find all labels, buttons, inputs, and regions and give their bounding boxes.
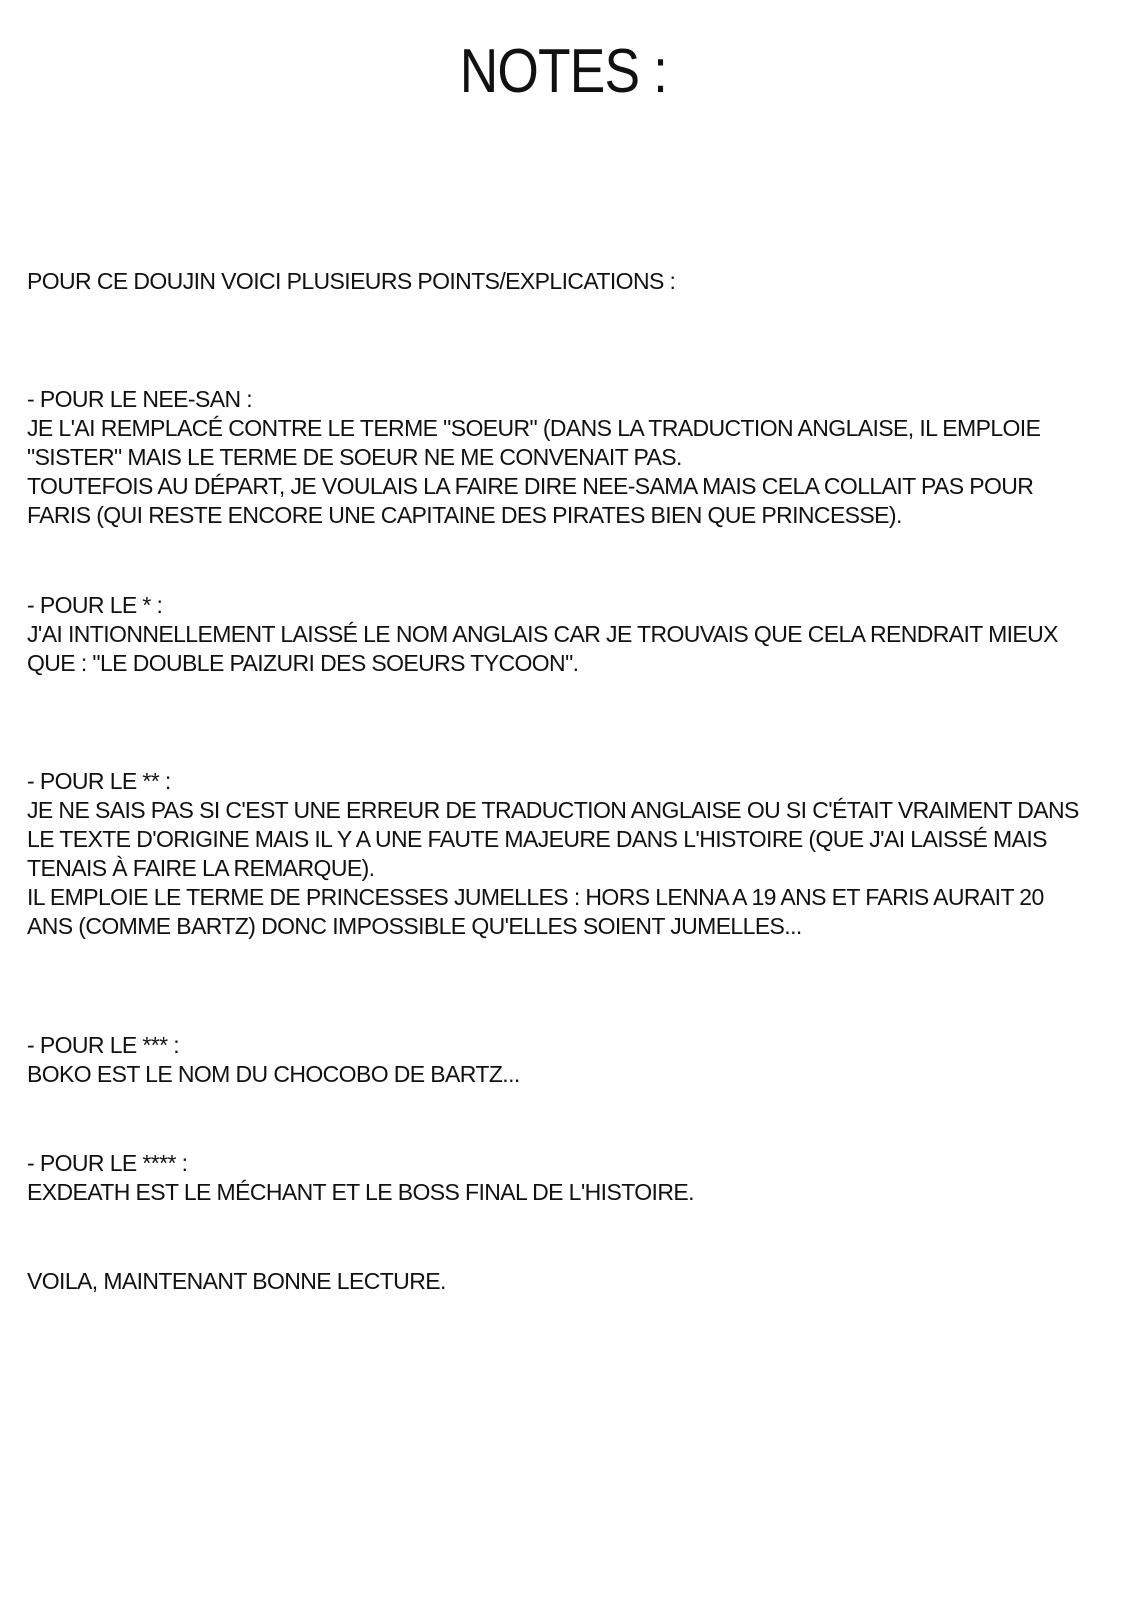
closing-line: VOILA, MAINTENANT BONNE LECTURE. xyxy=(27,1268,446,1294)
section-heading-star-3: - POUR LE *** : xyxy=(27,1032,180,1058)
section-line: BOKO EST LE NOM DU CHOCOBO DE BARTZ... xyxy=(27,1061,520,1087)
section-line: "SISTER" MAIS LE TERME DE SOEUR NE ME CONVENAIT PAS. xyxy=(27,444,682,470)
page-title: NOTES : xyxy=(459,37,668,106)
section-heading-star-1: - POUR LE * : xyxy=(27,592,163,618)
section-line: JE NE SAIS PAS SI C'EST UNE ERREUR DE TRADUCTION ANGLAISE OU SI C'ÉTAIT VRAIMENT DANS xyxy=(27,797,1079,823)
intro-line: POUR CE DOUJIN VOICI PLUSIEURS POINTS/EXPLICATIONS : xyxy=(27,268,676,294)
section-line: TENAIS À FAIRE LA REMARQUE). xyxy=(27,855,375,881)
section-line: EXDEATH EST LE MÉCHANT ET LE BOSS FINAL DE L'HISTOIRE. xyxy=(27,1179,694,1205)
section-heading-star-2: - POUR LE ** : xyxy=(27,768,171,794)
section-line: ANS (COMME BARTZ) DONC IMPOSSIBLE QU'ELLES SOIENT JUMELLES... xyxy=(27,913,802,939)
section-line: IL EMPLOIE LE TERME DE PRINCESSES JUMELLES : HORS LENNA A 19 ANS ET FARIS AURAIT 20 xyxy=(27,884,1044,910)
section-line: LE TEXTE D'ORIGINE MAIS IL Y A UNE FAUTE MAJEURE DANS L'HISTOIRE (QUE J'AI LAISSÉ MAIS xyxy=(27,826,1047,852)
section-line: TOUTEFOIS AU DÉPART, JE VOULAIS LA FAIRE DIRE NEE-SAMA MAIS CELA COLLAIT PAS POUR xyxy=(27,473,1034,499)
section-line: JE L'AI REMPLACÉ CONTRE LE TERME "SOEUR" (DANS LA TRADUCTION ANGLAISE, IL EMPLOIE xyxy=(27,415,1041,441)
section-line: J'AI INTIONNELLEMENT LAISSÉ LE NOM ANGLAIS CAR JE TROUVAIS QUE CELA RENDRAIT MIEUX xyxy=(27,621,1058,647)
section-heading-nee-san: - POUR LE NEE-SAN : xyxy=(27,386,253,412)
section-heading-star-4: - POUR LE **** : xyxy=(27,1150,188,1176)
section-line: FARIS (QUI RESTE ENCORE UNE CAPITAINE DES PIRATES BIEN QUE PRINCESSE). xyxy=(27,502,902,528)
section-line: QUE : "LE DOUBLE PAIZURI DES SOEURS TYCOON". xyxy=(27,650,579,676)
